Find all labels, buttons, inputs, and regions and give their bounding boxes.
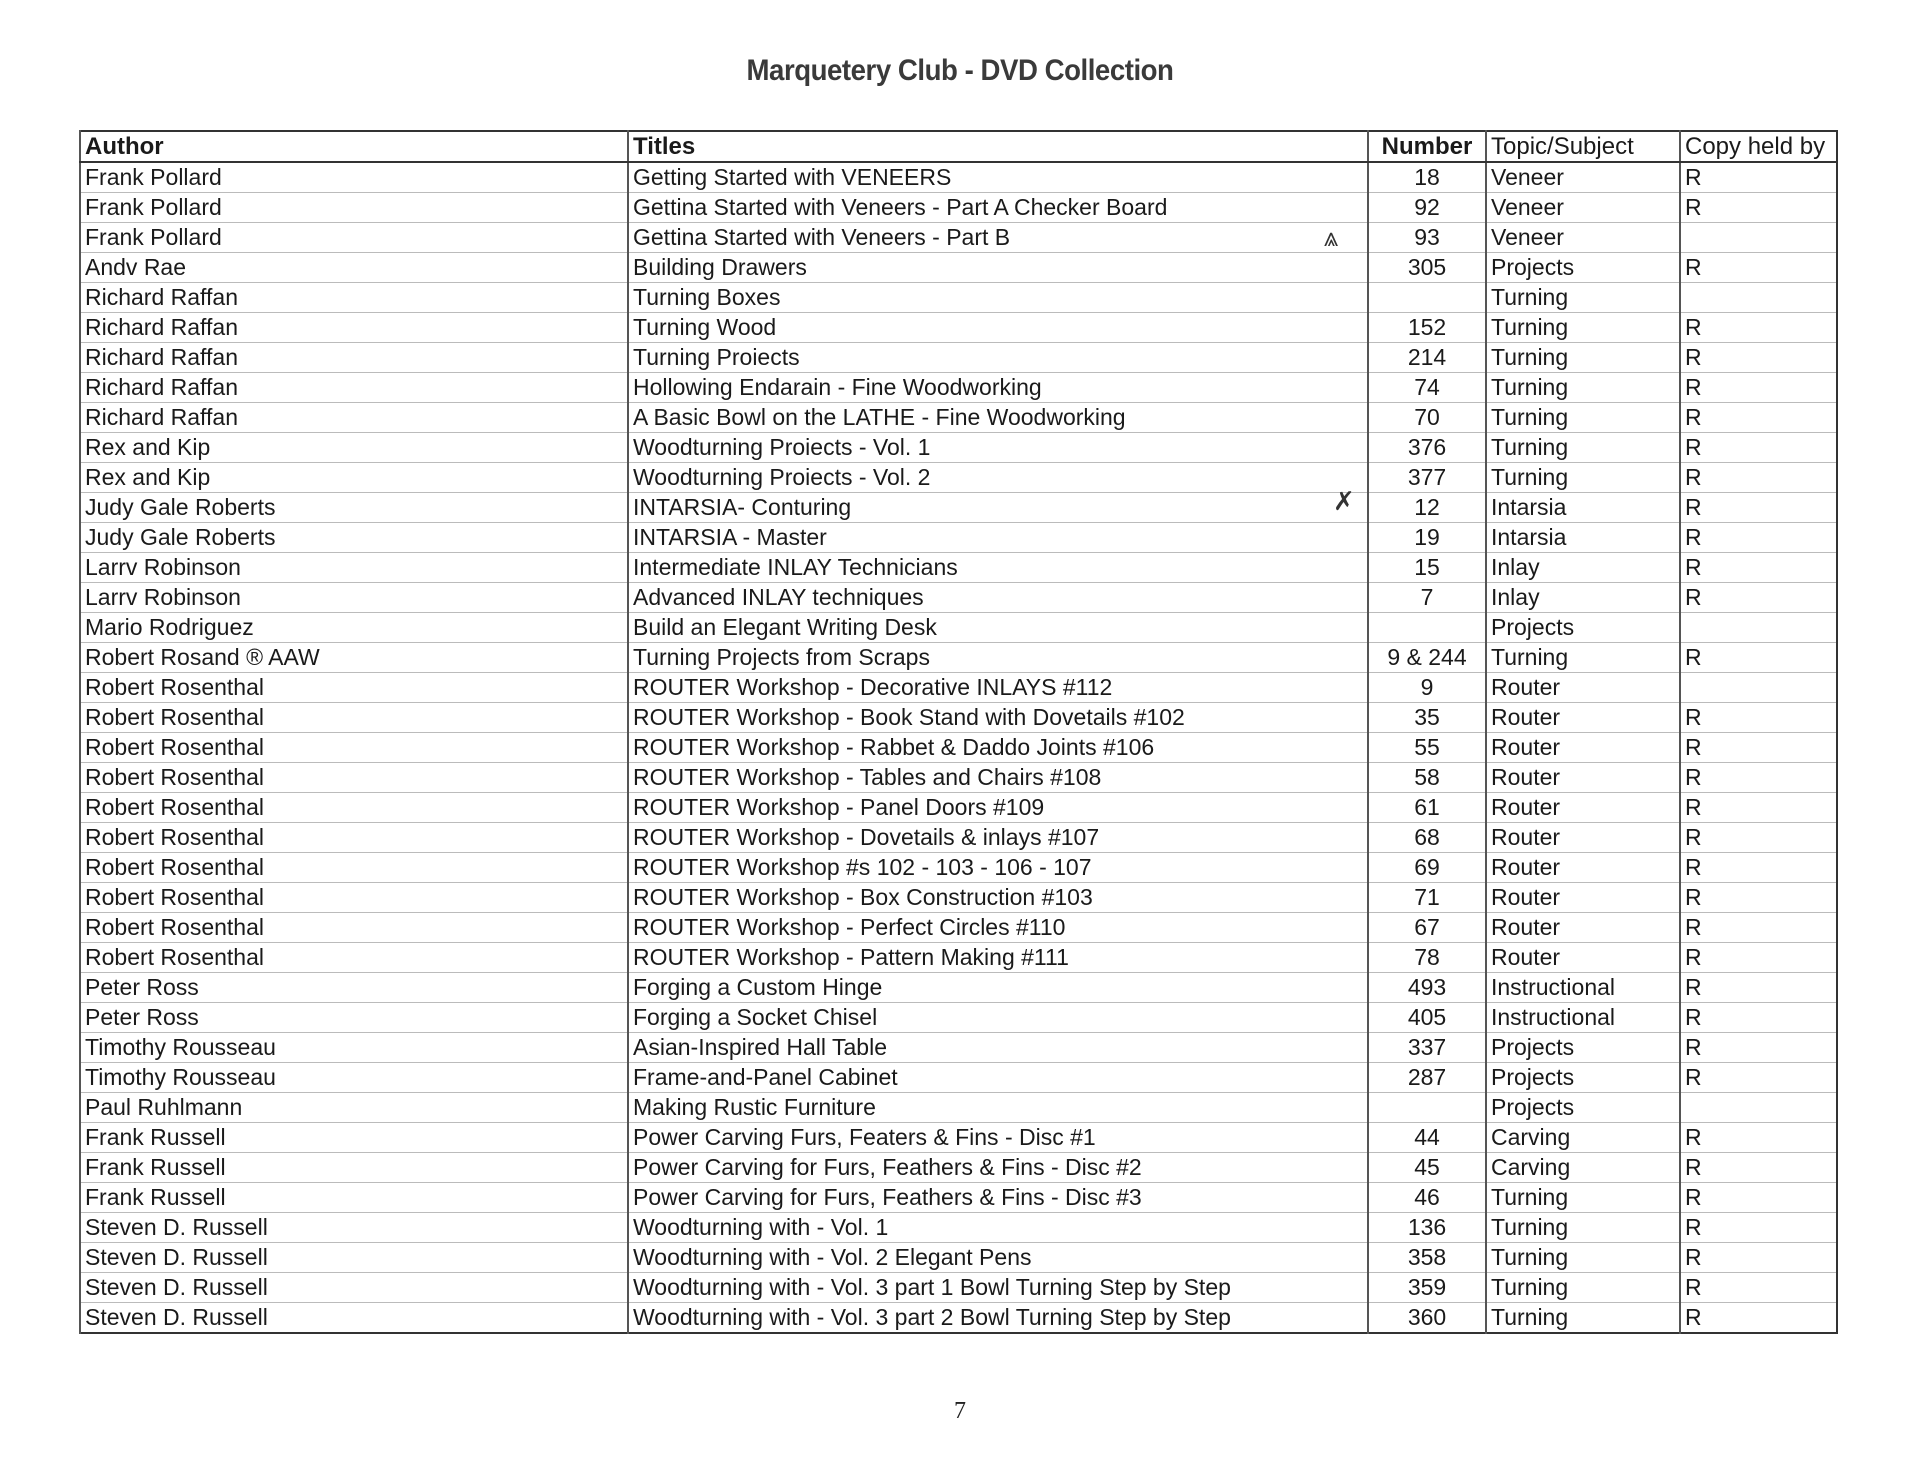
number-cell: 337: [1368, 1033, 1486, 1063]
number-cell: 493: [1368, 973, 1486, 1003]
author-cell: Richard Raffan: [80, 313, 628, 343]
copy-held-by-cell: R: [1680, 1003, 1837, 1033]
copy-held-by-cell: R: [1680, 523, 1837, 553]
author-cell: Frank Pollard: [80, 162, 628, 193]
title-cell: ROUTER Workshop - Rabbet & Daddo Joints #106: [628, 733, 1368, 763]
number-cell: 45: [1368, 1153, 1486, 1183]
number-cell: 19: [1368, 523, 1486, 553]
title-cell: Intermediate INLAY Technicians: [628, 553, 1368, 583]
title-cell: ROUTER Workshop - Dovetails & inlays #107: [628, 823, 1368, 853]
number-cell: 92: [1368, 193, 1486, 223]
title-cell: Power Carving for Furs, Feathers & Fins - Disc #3: [628, 1183, 1368, 1213]
topic-cell: Projects: [1486, 613, 1680, 643]
title-cell: Making Rustic Furniture: [628, 1093, 1368, 1123]
author-cell: Robert Rosenthal: [80, 763, 628, 793]
pen-checkmark-icon: ⩓: [1324, 223, 1339, 253]
title-cell: Build an Elegant Writing Desk: [628, 613, 1368, 643]
copy-held-by-cell: R: [1680, 1213, 1837, 1243]
topic-cell: Carving: [1486, 1123, 1680, 1153]
author-cell: Frank Pollard: [80, 193, 628, 223]
page-title: Marquetery Club - DVD Collection: [746, 54, 1174, 87]
number-cell: [1368, 1093, 1486, 1123]
topic-cell: Router: [1486, 673, 1680, 703]
table-row: [80, 1153, 1837, 1183]
table-row: [80, 583, 1837, 613]
topic-cell: Turning: [1486, 403, 1680, 433]
table-row: [80, 613, 1837, 643]
number-cell: 152: [1368, 313, 1486, 343]
number-cell: 70: [1368, 403, 1486, 433]
author-cell: Timothy Rousseau: [80, 1033, 628, 1063]
title-cell: INTARSIA - Master: [628, 523, 1368, 553]
number-cell: 67: [1368, 913, 1486, 943]
topic-cell: Router: [1486, 703, 1680, 733]
topic-cell: Turning: [1486, 643, 1680, 673]
table-row: [80, 913, 1837, 943]
number-cell: 46: [1368, 1183, 1486, 1213]
author-cell: Richard Raffan: [80, 343, 628, 373]
author-cell: Rex and Kip: [80, 463, 628, 493]
table-row: [80, 553, 1837, 583]
topic-cell: Turning: [1486, 1243, 1680, 1273]
author-cell: Frank Russell: [80, 1153, 628, 1183]
table-row: [80, 493, 1837, 523]
author-cell: Larrv Robinson: [80, 553, 628, 583]
topic-cell: Inlay: [1486, 583, 1680, 613]
copy-held-by-cell: [1680, 283, 1837, 313]
author-cell: Robert Rosenthal: [80, 793, 628, 823]
number-cell: 359: [1368, 1273, 1486, 1303]
title-cell: Woodturning Proiects - Vol. 2: [628, 463, 1368, 493]
number-cell: 69: [1368, 853, 1486, 883]
title-cell: Woodturning with - Vol. 3 part 1 Bowl Turning Step by Step: [628, 1273, 1368, 1303]
copy-held-by-cell: R: [1680, 1273, 1837, 1303]
title-cell: Hollowing Endarain - Fine Woodworking: [628, 373, 1368, 403]
topic-cell: Router: [1486, 823, 1680, 853]
column-header-titles: Titles: [628, 131, 1368, 162]
author-cell: Steven D. Russell: [80, 1243, 628, 1273]
title-cell: Forging a Custom Hinge: [628, 973, 1368, 1003]
author-cell: Steven D. Russell: [80, 1273, 628, 1303]
author-cell: Timothy Rousseau: [80, 1063, 628, 1093]
table-row: [80, 343, 1837, 373]
pen-x-mark-icon: ✗: [1333, 487, 1355, 517]
table-row: [80, 1003, 1837, 1033]
number-cell: 35: [1368, 703, 1486, 733]
author-cell: Richard Raffan: [80, 403, 628, 433]
topic-cell: Turning: [1486, 313, 1680, 343]
title-cell: Getting Started with VENEERS: [628, 162, 1368, 193]
title-cell: A Basic Bowl on the LATHE - Fine Woodworking: [628, 403, 1368, 433]
table-row: [80, 523, 1837, 553]
topic-cell: Turning: [1486, 1303, 1680, 1334]
title-cell: Forging a Socket Chisel: [628, 1003, 1368, 1033]
copy-held-by-cell: R: [1680, 1063, 1837, 1093]
title-cell: ROUTER Workshop - Book Stand with Dovetails #102: [628, 703, 1368, 733]
table-row: [80, 763, 1837, 793]
table-row: [80, 463, 1837, 493]
table-row: [80, 1063, 1837, 1093]
number-cell: 61: [1368, 793, 1486, 823]
table-row: [80, 1243, 1837, 1273]
number-cell: 405: [1368, 1003, 1486, 1033]
number-cell: 214: [1368, 343, 1486, 373]
topic-cell: Veneer: [1486, 223, 1680, 253]
author-cell: Peter Ross: [80, 973, 628, 1003]
topic-cell: Instructional: [1486, 1003, 1680, 1033]
title-cell: Power Carving for Furs, Feathers & Fins - Disc #2: [628, 1153, 1368, 1183]
copy-held-by-cell: R: [1680, 373, 1837, 403]
copy-held-by-cell: R: [1680, 493, 1837, 523]
topic-cell: Router: [1486, 733, 1680, 763]
author-cell: Robert Rosenthal: [80, 943, 628, 973]
topic-cell: Intarsia: [1486, 523, 1680, 553]
title-cell: ROUTER Workshop - Perfect Circles #110: [628, 913, 1368, 943]
topic-cell: Projects: [1486, 1093, 1680, 1123]
copy-held-by-cell: R: [1680, 1303, 1837, 1334]
title-cell: ROUTER Workshop - Decorative INLAYS #112: [628, 673, 1368, 703]
dvd-collection-table: [79, 130, 1838, 1334]
number-cell: 136: [1368, 1213, 1486, 1243]
table-row: [80, 883, 1837, 913]
copy-held-by-cell: R: [1680, 553, 1837, 583]
copy-held-by-cell: R: [1680, 973, 1837, 1003]
number-cell: 358: [1368, 1243, 1486, 1273]
copy-held-by-cell: R: [1680, 1243, 1837, 1273]
title-cell: Advanced INLAY techniques: [628, 583, 1368, 613]
title-cell: Turning Boxes: [628, 283, 1368, 313]
topic-cell: Turning: [1486, 373, 1680, 403]
title-cell: Frame-and-Panel Cabinet: [628, 1063, 1368, 1093]
table-row: [80, 1183, 1837, 1213]
copy-held-by-cell: [1680, 673, 1837, 703]
title-cell: ROUTER Workshop - Box Construction #103: [628, 883, 1368, 913]
table-row: [80, 673, 1837, 703]
copy-held-by-cell: R: [1680, 763, 1837, 793]
number-cell: 376: [1368, 433, 1486, 463]
copy-held-by-cell: R: [1680, 943, 1837, 973]
copy-held-by-cell: R: [1680, 433, 1837, 463]
copy-held-by-cell: R: [1680, 583, 1837, 613]
number-cell: 68: [1368, 823, 1486, 853]
number-cell: 78: [1368, 943, 1486, 973]
column-header-copy-held-by: Copy held by: [1680, 131, 1837, 162]
copy-held-by-cell: R: [1680, 733, 1837, 763]
title-cell: Turning Proiects: [628, 343, 1368, 373]
author-cell: Larrv Robinson: [80, 583, 628, 613]
table-row: [80, 162, 1837, 193]
author-cell: Robert Rosenthal: [80, 703, 628, 733]
author-cell: Robert Rosenthal: [80, 853, 628, 883]
title-cell: Building Drawers: [628, 253, 1368, 283]
table-row: [80, 643, 1837, 673]
number-cell: [1368, 613, 1486, 643]
copy-held-by-cell: [1680, 1093, 1837, 1123]
number-cell: 58: [1368, 763, 1486, 793]
topic-cell: Projects: [1486, 1033, 1680, 1063]
copy-held-by-cell: R: [1680, 463, 1837, 493]
topic-cell: Projects: [1486, 253, 1680, 283]
number-cell: 305: [1368, 253, 1486, 283]
table-body: [80, 162, 1837, 1333]
title-cell: Turning Projects from Scraps: [628, 643, 1368, 673]
author-cell: Frank Pollard: [80, 223, 628, 253]
table-row: [80, 1303, 1837, 1334]
column-header-author: Author: [80, 131, 628, 162]
number-cell: 9 & 244: [1368, 643, 1486, 673]
table-row: [80, 1093, 1837, 1123]
copy-held-by-cell: R: [1680, 403, 1837, 433]
copy-held-by-cell: R: [1680, 913, 1837, 943]
copy-held-by-cell: R: [1680, 853, 1837, 883]
title-cell: Turning Wood: [628, 313, 1368, 343]
column-header-topic: Topic/Subject: [1486, 131, 1680, 162]
table-row: [80, 733, 1837, 763]
table-row: [80, 433, 1837, 463]
table-row: [80, 193, 1837, 223]
title-cell: Woodturning with - Vol. 1: [628, 1213, 1368, 1243]
author-cell: Andv Rae: [80, 253, 628, 283]
copy-held-by-cell: R: [1680, 1153, 1837, 1183]
topic-cell: Turning: [1486, 343, 1680, 373]
copy-held-by-cell: R: [1680, 1183, 1837, 1213]
author-cell: Richard Raffan: [80, 283, 628, 313]
copy-held-by-cell: R: [1680, 313, 1837, 343]
author-cell: Robert Rosand ® AAW: [80, 643, 628, 673]
table-row: [80, 823, 1837, 853]
topic-cell: Turning: [1486, 1273, 1680, 1303]
number-cell: 15: [1368, 553, 1486, 583]
copy-held-by-cell: R: [1680, 162, 1837, 193]
table-row: [80, 1213, 1837, 1243]
number-cell: 12: [1368, 493, 1486, 523]
copy-held-by-cell: R: [1680, 193, 1837, 223]
number-cell: 287: [1368, 1063, 1486, 1093]
author-cell: Mario Rodriguez: [80, 613, 628, 643]
author-cell: Richard Raffan: [80, 373, 628, 403]
number-cell: 44: [1368, 1123, 1486, 1153]
table-row: [80, 313, 1837, 343]
number-cell: 9: [1368, 673, 1486, 703]
topic-cell: Projects: [1486, 1063, 1680, 1093]
table-row: [80, 223, 1837, 253]
topic-cell: Veneer: [1486, 162, 1680, 193]
topic-cell: Turning: [1486, 463, 1680, 493]
table-row: [80, 793, 1837, 823]
number-cell: 18: [1368, 162, 1486, 193]
copy-held-by-cell: R: [1680, 883, 1837, 913]
number-cell: [1368, 283, 1486, 313]
number-cell: 55: [1368, 733, 1486, 763]
topic-cell: Router: [1486, 913, 1680, 943]
page-number: 7: [954, 1398, 966, 1424]
author-cell: Peter Ross: [80, 1003, 628, 1033]
title-cell: Woodturning with - Vol. 2 Elegant Pens: [628, 1243, 1368, 1273]
table-row: [80, 973, 1837, 1003]
copy-held-by-cell: R: [1680, 343, 1837, 373]
author-cell: Judy Gale Roberts: [80, 493, 628, 523]
topic-cell: Carving: [1486, 1153, 1680, 1183]
table-header-row: [80, 131, 1837, 162]
title-cell: ROUTER Workshop #s 102 - 103 - 106 - 107: [628, 853, 1368, 883]
author-cell: Robert Rosenthal: [80, 733, 628, 763]
author-cell: Frank Russell: [80, 1123, 628, 1153]
author-cell: Robert Rosenthal: [80, 883, 628, 913]
table-row: [80, 403, 1837, 433]
copy-held-by-cell: R: [1680, 703, 1837, 733]
topic-cell: Turning: [1486, 1213, 1680, 1243]
topic-cell: Turning: [1486, 1183, 1680, 1213]
title-cell: ROUTER Workshop - Pattern Making #111: [628, 943, 1368, 973]
title-cell: ROUTER Workshop - Panel Doors #109: [628, 793, 1368, 823]
table-row: [80, 253, 1837, 283]
title-cell: Power Carving Furs, Featers & Fins - Disc #1: [628, 1123, 1368, 1153]
title-cell: ROUTER Workshop - Tables and Chairs #108: [628, 763, 1368, 793]
author-cell: Rex and Kip: [80, 433, 628, 463]
topic-cell: Router: [1486, 883, 1680, 913]
number-cell: 71: [1368, 883, 1486, 913]
title-cell: Asian-Inspired Hall Table: [628, 1033, 1368, 1063]
topic-cell: Router: [1486, 943, 1680, 973]
copy-held-by-cell: R: [1680, 793, 1837, 823]
table-row: [80, 853, 1837, 883]
topic-cell: Router: [1486, 853, 1680, 883]
copy-held-by-cell: R: [1680, 1033, 1837, 1063]
copy-held-by-cell: [1680, 223, 1837, 253]
title-cell: Woodturning Proiects - Vol. 1: [628, 433, 1368, 463]
copy-held-by-cell: R: [1680, 823, 1837, 853]
topic-cell: Veneer: [1486, 193, 1680, 223]
copy-held-by-cell: [1680, 613, 1837, 643]
table-row: [80, 1123, 1837, 1153]
topic-cell: Intarsia: [1486, 493, 1680, 523]
title-cell: Woodturning with - Vol. 3 part 2 Bowl Turning Step by Step: [628, 1303, 1368, 1334]
author-cell: Frank Russell: [80, 1183, 628, 1213]
column-header-number: Number: [1368, 131, 1486, 162]
number-cell: 377: [1368, 463, 1486, 493]
table-row: [80, 703, 1837, 733]
copy-held-by-cell: R: [1680, 643, 1837, 673]
number-cell: 93: [1368, 223, 1486, 253]
topic-cell: Router: [1486, 793, 1680, 823]
topic-cell: Turning: [1486, 433, 1680, 463]
title-cell: Gettina Started with Veneers - Part A Checker Board: [628, 193, 1368, 223]
topic-cell: Turning: [1486, 283, 1680, 313]
title-cell: INTARSIA- Conturing: [628, 493, 1368, 523]
author-cell: Paul Ruhlmann: [80, 1093, 628, 1123]
number-cell: 74: [1368, 373, 1486, 403]
topic-cell: Inlay: [1486, 553, 1680, 583]
topic-cell: Router: [1486, 763, 1680, 793]
table-row: [80, 1033, 1837, 1063]
author-cell: Steven D. Russell: [80, 1213, 628, 1243]
copy-held-by-cell: R: [1680, 253, 1837, 283]
table-row: [80, 283, 1837, 313]
author-cell: Steven D. Russell: [80, 1303, 628, 1334]
author-cell: Judy Gale Roberts: [80, 523, 628, 553]
author-cell: Robert Rosenthal: [80, 823, 628, 853]
author-cell: Robert Rosenthal: [80, 913, 628, 943]
table-row: [80, 1273, 1837, 1303]
number-cell: 7: [1368, 583, 1486, 613]
table-row: [80, 373, 1837, 403]
topic-cell: Instructional: [1486, 973, 1680, 1003]
author-cell: Robert Rosenthal: [80, 673, 628, 703]
number-cell: 360: [1368, 1303, 1486, 1334]
copy-held-by-cell: R: [1680, 1123, 1837, 1153]
title-cell: Gettina Started with Veneers - Part B: [628, 223, 1368, 253]
table-row: [80, 943, 1837, 973]
